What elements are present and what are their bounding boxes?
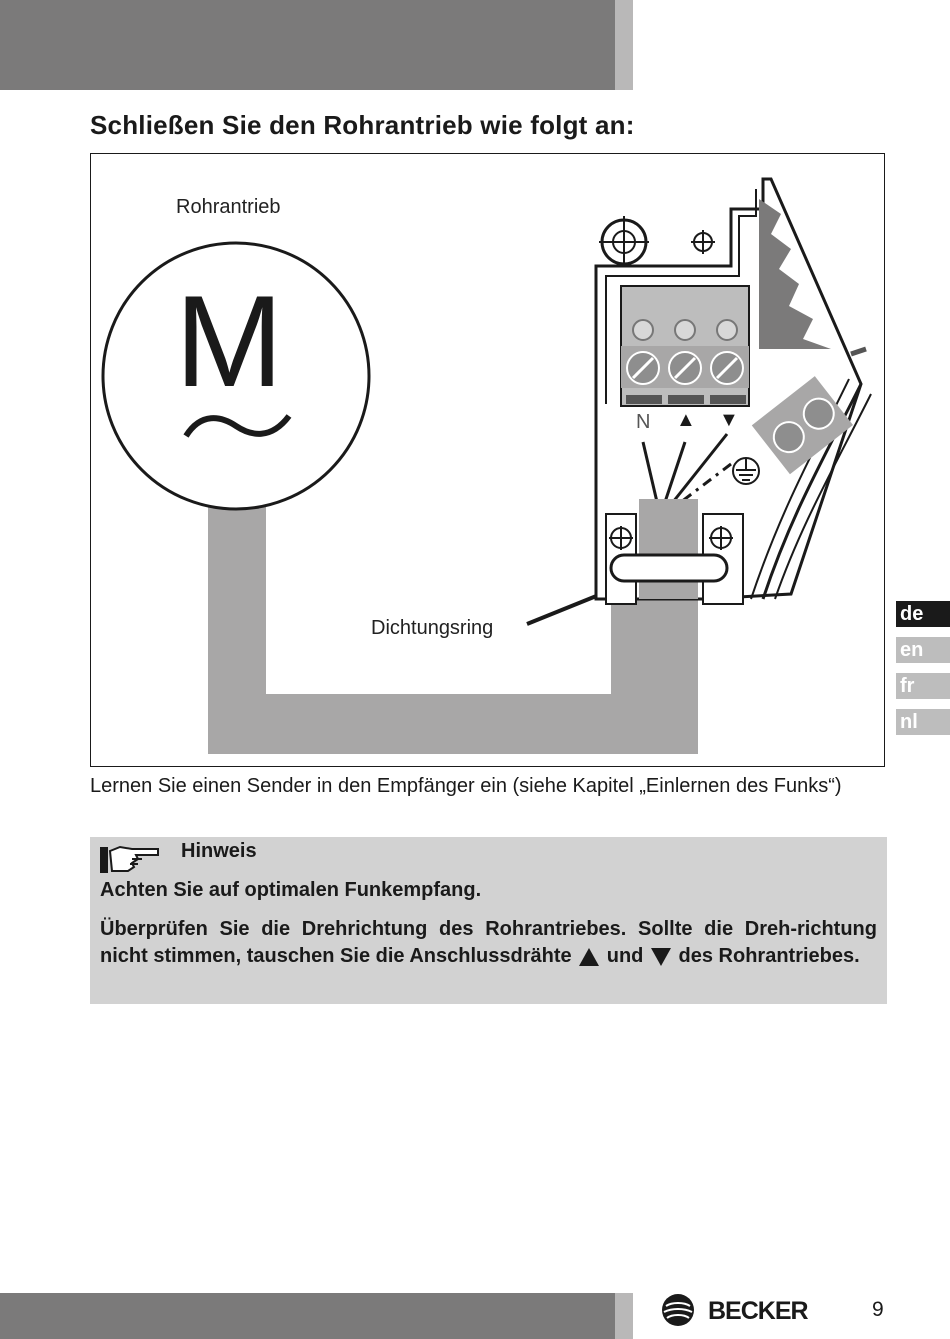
language-tabs xyxy=(896,601,950,745)
note-line-1: Achten Sie auf optimalen Funkempfang. xyxy=(100,879,482,901)
note-heading: Hinweis xyxy=(181,840,257,862)
footer-bar-edge xyxy=(615,1293,633,1339)
footer-bar xyxy=(0,1293,615,1339)
earth-wire-stub xyxy=(851,349,866,354)
cable-entry xyxy=(639,499,698,599)
wiring-diagram-svg xyxy=(91,154,886,768)
page-heading: Schließen Sie den Rohrantrieb wie folgt an: xyxy=(90,110,635,140)
terminal-label-n: N xyxy=(636,411,651,433)
wiring-diagram xyxy=(90,153,885,767)
terminal-socket-up xyxy=(675,320,695,340)
brand-name: BECKER xyxy=(708,1297,808,1325)
page-number: 9 xyxy=(872,1298,884,1321)
terminal-label-up: ▲ xyxy=(676,409,696,431)
note-line-2-end: des Rohrantriebes. xyxy=(678,945,860,967)
becker-logo-icon xyxy=(660,1292,696,1328)
lang-tab-fr[interactable]: fr xyxy=(896,673,950,699)
motor-symbol-letter: M xyxy=(175,268,284,414)
terminal-socket-down xyxy=(717,320,737,340)
lang-tab-nl[interactable]: nl xyxy=(896,709,950,735)
lang-tab-de[interactable]: de xyxy=(896,601,950,627)
seal-label: Dichtungsring xyxy=(371,617,494,639)
seal-ring xyxy=(611,555,727,581)
triangle-up-icon xyxy=(579,948,599,966)
pointing-hand-icon xyxy=(98,841,160,875)
instruction-text: Lernen Sie einen Sender in den Empfänger ein (siehe Kapitel „Einlernen des Funks“) xyxy=(90,775,842,797)
terminal-socket-n xyxy=(633,320,653,340)
header-bar-edge xyxy=(615,0,633,90)
terminal-clamp-down xyxy=(710,395,746,404)
triangle-down-icon xyxy=(651,948,671,966)
terminal-clamp-n xyxy=(626,395,662,404)
terminal-label-down: ▼ xyxy=(719,409,739,431)
note-line-2-text: Überprüfen Sie die Drehrichtung des Rohrantriebes. Sollte die Dreh-richtung nicht stimmen, tauschen Sie die Anschlussdrähte xyxy=(100,918,877,967)
note-line-2 xyxy=(100,916,877,970)
terminal-clamp-up xyxy=(668,395,704,404)
header-bar xyxy=(0,0,615,90)
lang-tab-en[interactable]: en xyxy=(896,637,950,663)
motor-label: Rohrantrieb xyxy=(176,196,281,218)
note-box xyxy=(90,837,887,1004)
note-line-2-and: und xyxy=(606,945,644,967)
